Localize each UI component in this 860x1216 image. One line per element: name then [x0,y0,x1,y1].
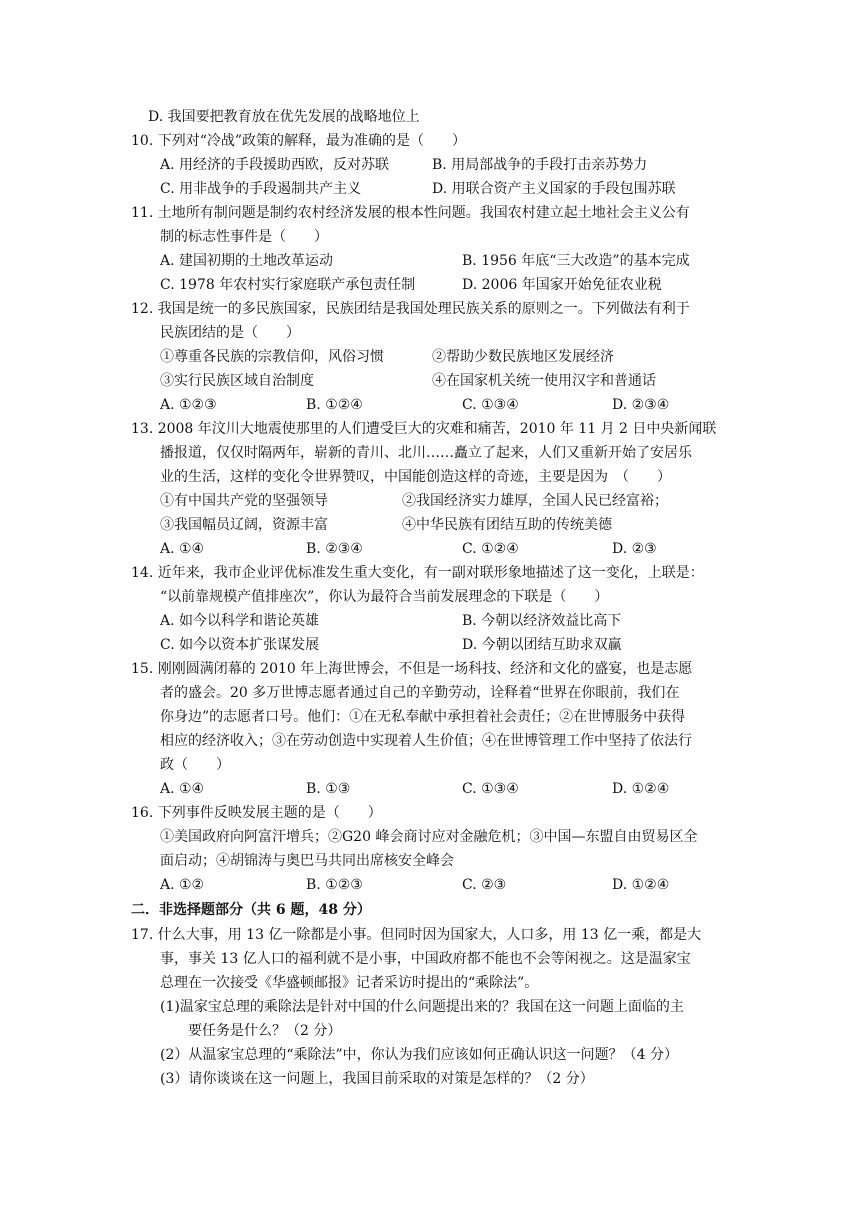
q12-item-3: ③实行民族区域自治制度 [160,373,314,389]
q17-subquestion-3: (3）请你谈谈在这一问题上，我国目前采取的对策是怎样的？（2 分） [160,1071,594,1087]
q10-option-c: C. 用非战争的手段遏制共产主义 [160,181,362,197]
q11-option-d: D. 2006 年国家开始免征农业税 [462,277,662,293]
q11-stem-line2: 制的标志性事件是（ ） [160,229,328,245]
q12-option-d: D. ②③④ [612,397,670,413]
q12-stem-line1: 12. 我国是统一的多民族国家，民族团结是我国处理民族关系的原则之一。下列做法有利于 [131,301,690,317]
q13-stem-line3: 业的生活，这样的变化令世界赞叹，中国能创造这样的奇迹，主要是因为 （ ） [160,469,671,485]
q12-option-b: B. ①②④ [306,397,363,413]
q17-subquestion-1-line2: 要任务是什么？（2 分） [188,1023,342,1039]
q13-option-d: D. ②③ [612,541,657,557]
q16-option-b: B. ①②③ [306,877,363,893]
q15-stem-line4: 相应的经济收入；③在劳动创造中实现着人生价值；④在世博管理工作中坚持了依法行 [160,733,692,749]
q15-option-d: D. ①②④ [612,781,670,797]
q13-option-c: C. ①②④ [462,541,519,557]
q13-item-2: ②我国经济实力雄厚，全国人民已经富裕； [402,493,668,509]
q15-stem-line5: 政（ ） [160,757,230,773]
q13-item-1: ①有中国共产党的坚强领导 [160,493,328,509]
q14-option-a: A. 如今以科学和谐论英雄 [160,613,320,629]
q15-option-b: B. ①③ [306,781,351,797]
q14-option-d: D. 今朝以团结互助求双赢 [462,637,622,653]
q13-option-a: A. ①④ [160,541,205,557]
q14-stem-line1: 14. 近年来，我市企业评优标准发生重大变化，有一副对联形象地描述了这一变化，上联是： [131,565,704,581]
q13-stem-line2: 播报道，仅仅时隔两年，崭新的青川、北川……矗立了起来，人们又重新开始了安居乐 [160,445,692,461]
q13-stem-line1: 13. 2008 年汶川大地震使那里的人们遭受巨大的灾难和痛苦，2010 年 11 月 2 日中央新闻联 [131,421,717,437]
q15-option-c: C. ①③④ [462,781,519,797]
q11-option-a: A. 建国初期的土地改革运动 [160,253,334,269]
q12-item-1: ①尊重各民族的宗教信仰，风俗习惯 [160,349,384,365]
q16-stem: 16. 下列事件反映发展主题的是（ ） [131,805,382,821]
q11-stem-line1: 11. 土地所有制问题是制约农村经济发展的根本性问题。我国农村建立起土地社会主义公有 [131,205,690,221]
q15-option-a: A. ①④ [160,781,205,797]
q17-stem-line2: 事，事关 13 亿人口的福利就不是小事，中国政府都不能也不会等闲视之。这是温家宝 [160,951,691,967]
q12-item-2: ②帮助少数民族地区发展经济 [432,349,614,365]
q14-option-b: B. 今朝以经济效益比高下 [462,613,622,629]
q16-option-c: C. ②③ [462,877,507,893]
q16-body-line2: 面启动；④胡锦涛与奥巴马共同出席核安全峰会 [160,853,454,869]
q15-stem-line3: 你身边”的志愿者口号。他们：①在无私奉献中承担着社会责任；②在世博服务中获得 [160,709,686,725]
q10-option-d: D. 用联合资产主义国家的手段包围苏联 [432,181,676,197]
q10-option-b: B. 用局部战争的手段打击亲苏势力 [432,157,648,173]
q17-subquestion-1-line1: (1)温家宝总理的乘除法是针对中国的什么问题提出来的？我国在这一问题上面临的主 [160,999,684,1015]
q17-stem-line1: 17. 什么大事，用 13 亿一除都是小事。但同时因为国家大，人口多，用 13 亿一乘，都是大 [131,927,702,943]
q14-option-c: C. 如今以资本扩张谋发展 [160,637,320,653]
q10-stem: 10. 下列对“冷战”政策的解释，最为准确的是（ ） [131,133,467,149]
q11-option-c: C. 1978 年农村实行家庭联产承包责任制 [160,277,416,293]
q13-item-4: ④中华民族有团结互助的传统美德 [402,517,612,533]
q15-stem-line1: 15. 刚刚圆满闭幕的 2010 年上海世博会，不但是一场科技、经济和文化的盛宴，也是志愿 [131,661,693,677]
q12-option-c: C. ①③④ [462,397,519,413]
q17-subquestion-2: (2）从温家宝总理的“乘除法”中，你认为我们应该如何正确认识这一问题？（4 分） [160,1047,679,1063]
q16-option-a: A. ①② [160,877,205,893]
q13-item-3: ③我国幅员辽阔，资源丰富 [160,517,328,533]
q10-option-a: A. 用经济的手段援助西欧，反对苏联 [160,157,390,173]
q16-option-d: D. ①②④ [612,877,670,893]
q13-option-b: B. ②③④ [306,541,363,557]
q12-item-4: ④在国家机关统一使用汉字和普通话 [432,373,656,389]
q16-body-line1: ①美国政府向阿富汗增兵；②G20 峰会商讨应对金融危机；③中国—东盟自由贸易区全 [160,829,698,845]
q14-stem-line2: “以前靠规模产值排座次”，你认为最符合当前发展理念的下联是（ ） [160,589,609,605]
q15-stem-line2: 者的盛会。20 多万世博志愿者通过自己的辛勤劳动，诠释着“世界在你眼前，我们在 [160,685,680,701]
section-2-heading: 二．非选择题部分（共 6 题，48 分） [131,902,371,918]
q12-stem-line2: 民族团结的是（ ） [160,325,300,341]
q11-option-b: B. 1956 年底“三大改造”的基本完成 [462,253,690,269]
q12-option-a: A. ①②③ [160,397,217,413]
q17-stem-line3: 总理在一次接受《华盛顿邮报》记者采访时提出的“乘除法”。 [160,975,539,991]
q9-option-d: D. 我国要把教育放在优先发展的战略地位上 [148,109,420,125]
